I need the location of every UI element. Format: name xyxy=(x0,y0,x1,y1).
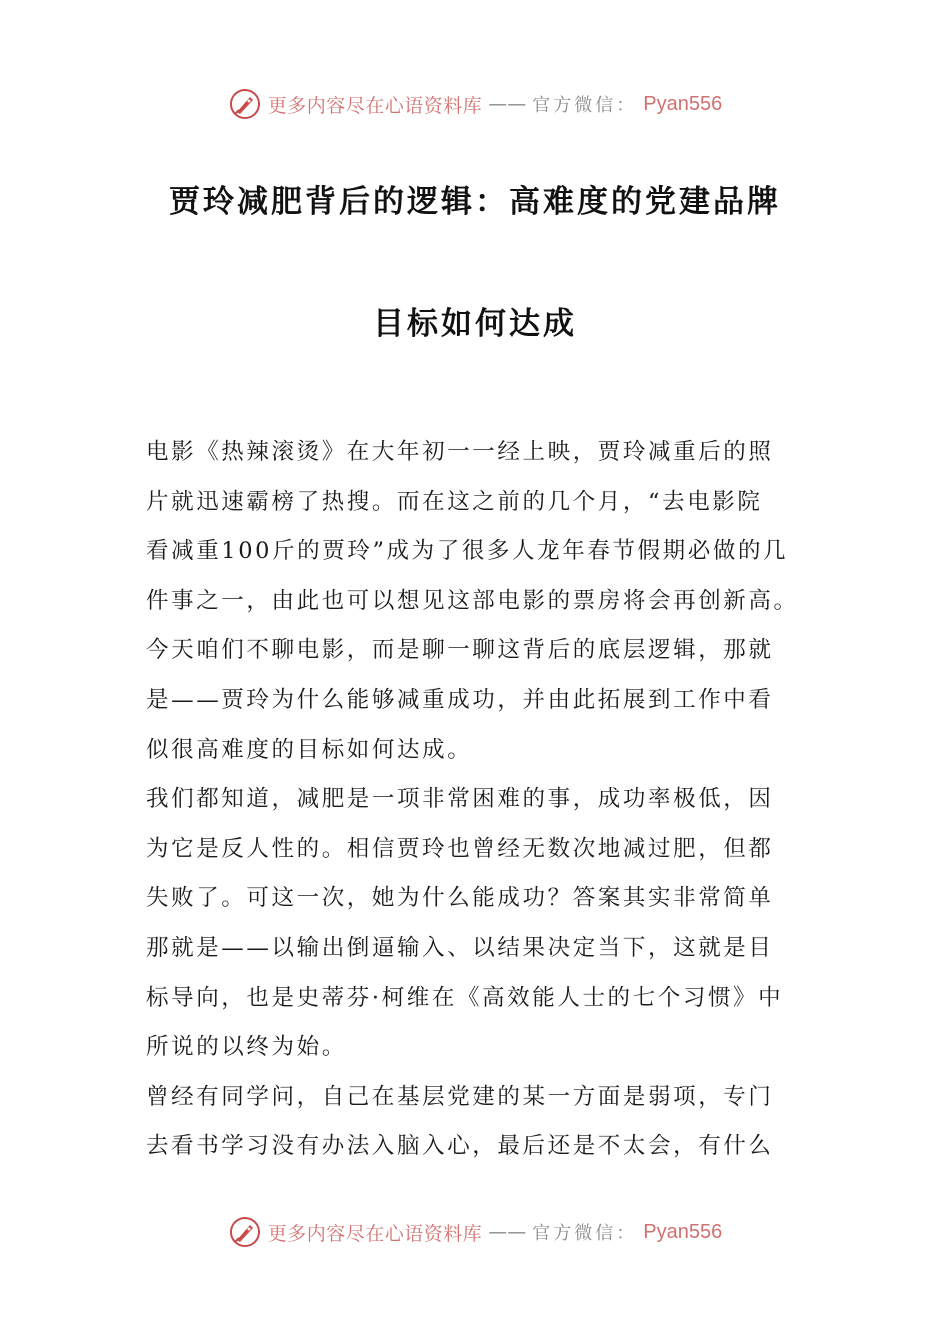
pen-nib-logo-icon xyxy=(228,1215,262,1249)
text-line: 曾经有同学问，自己在基层党建的某一方面是弱项，专门 xyxy=(146,1083,774,1110)
watermark-wechat-label: 官方微信： xyxy=(532,1223,638,1244)
text-line: 为它是反人性的。相信贾玲也曾经无数次地减过肥，但都 xyxy=(146,835,774,862)
watermark-wechat-id: Pyan556 xyxy=(643,92,723,115)
document-title-line-1: 贾玲减肥背后的逻辑：高难度的党建品牌 xyxy=(169,184,781,220)
text-line: 所说的以终为始。 xyxy=(146,1034,347,1061)
text-line: 件事之一，由此也可以想见这部电影的票房将会再创新高。 xyxy=(146,587,799,614)
watermark-brand-text: 更多内容尽在心语资料库 xyxy=(267,94,483,117)
text-line: 似很高难度的目标如何达成。 xyxy=(146,736,473,763)
text-line: 今天咱们不聊电影，而是聊一聊这背后的底层逻辑，那就 xyxy=(146,637,774,664)
text-line: 看减重100斤的贾玲”成为了很多人龙年春节假期必做的几 xyxy=(146,538,789,565)
text-line: 去看书学习没有办法入脑入心，最后还是不太会，有什么 xyxy=(146,1133,774,1160)
text-line: 我们都知道，减肥是一项非常困难的事，成功率极低，因 xyxy=(146,786,774,813)
text-line: 那就是——以输出倒逼输入、以结果决定当下，这就是目 xyxy=(146,934,774,961)
text-line: 是——贾玲为什么能够减重成功，并由此拓展到工作中看 xyxy=(146,686,774,713)
article-body xyxy=(146,428,808,1172)
text-line: 标导向，也是史蒂芬·柯维在《高效能人士的七个习惯》中 xyxy=(146,984,784,1011)
text-line: 电影《热辣滚烫》在大年初一一经上映，贾玲减重后的照 xyxy=(146,439,774,465)
document-title-line-2: 目标如何达成 xyxy=(373,306,577,342)
paragraph xyxy=(146,775,808,1073)
paragraph xyxy=(146,428,808,626)
paragraph xyxy=(146,626,808,775)
pen-nib-logo-icon xyxy=(228,87,262,121)
watermark-wechat-label: 官方微信： xyxy=(532,95,638,116)
paragraph xyxy=(146,1073,808,1172)
watermark-wechat-id: Pyan556 xyxy=(643,1220,723,1243)
footer-watermark xyxy=(0,1212,950,1252)
watermark-dash: —— xyxy=(488,1221,527,1243)
text-line: 片就迅速霸榜了热搜。而在这之前的几个月，“去电影院 xyxy=(146,488,763,515)
text-line: 失败了。可这一次，她为什么能成功？答案其实非常简单 xyxy=(146,885,774,912)
watermark-brand-text: 更多内容尽在心语资料库 xyxy=(267,1222,483,1245)
watermark-dash: —— xyxy=(488,93,527,115)
header-watermark xyxy=(0,84,950,124)
